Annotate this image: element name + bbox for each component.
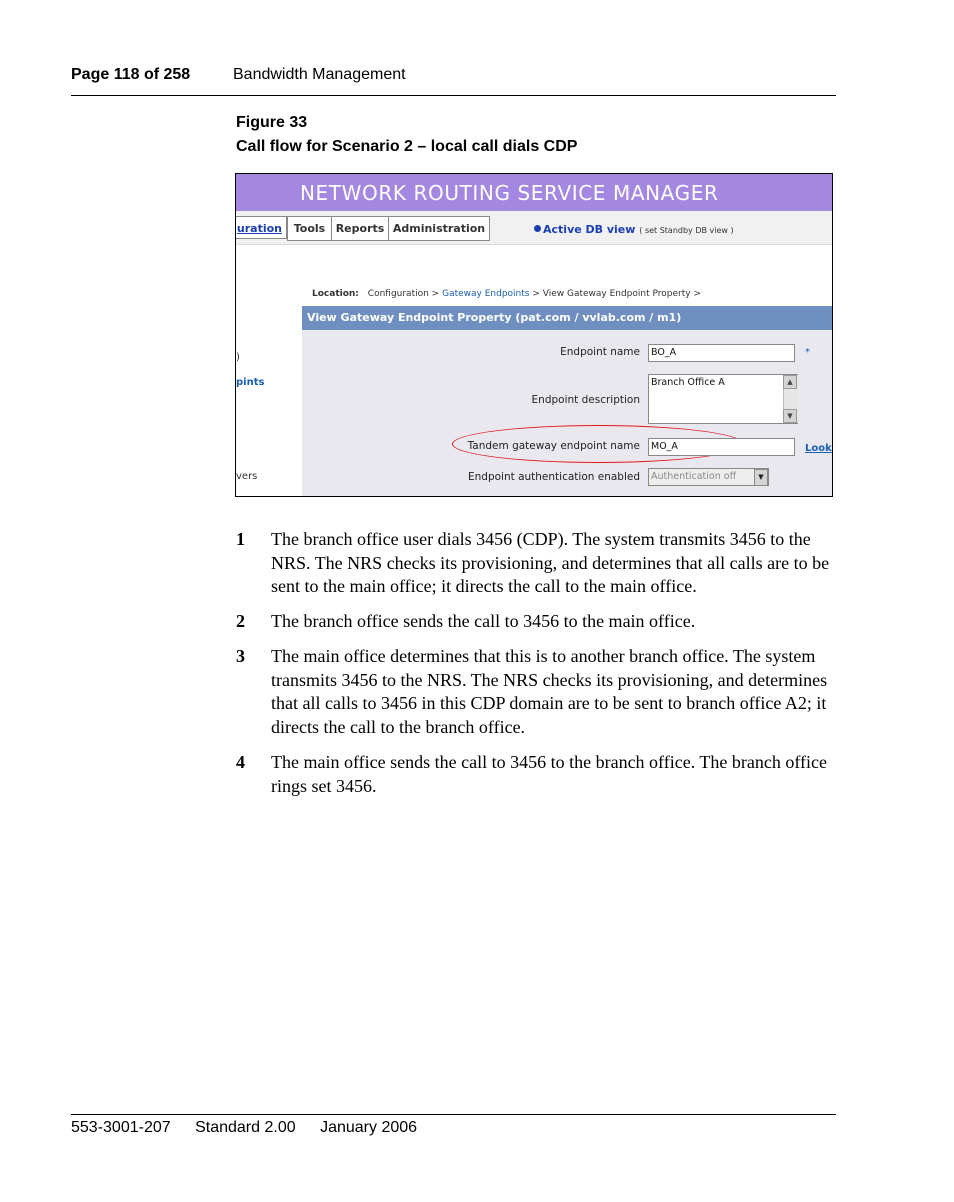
app-banner	[236, 174, 832, 211]
active-db-view-link[interactable]: Active DB view	[543, 223, 636, 236]
breadcrumb-label: Location:	[312, 289, 359, 299]
step-text: The branch office user dials 3456 (CDP). The system transmits 3456 to the NRS. The NRS checks its provisioning, and determines that all calls are to be sent to the main office; it directs the call to the main office.	[271, 529, 830, 596]
step-text: The main office determines that this is to another branch office. The system transmits 3456 to the NRS. The NRS checks its provisioning, and determines that all calls to 3456 in this CDP domain are to be sent to branch office A2; it directs the call to the branch office.	[271, 646, 828, 737]
figure-number: Figure 33	[236, 114, 308, 131]
header-rule	[71, 95, 836, 96]
chevron-down-icon[interactable]: ▼	[754, 469, 768, 486]
breadcrumb-gateway-endpoints[interactable]: Gateway Endpoints	[442, 289, 530, 299]
step-text: The main office sends the call to 3456 to the branch office. The branch office rings set 3456.	[271, 752, 827, 796]
figure-caption: Call flow for Scenario 2 – local call dials CDP	[236, 138, 578, 155]
standby-db-view-link[interactable]: ( set Standby DB view )	[639, 226, 734, 235]
endpoint-description-field[interactable]	[648, 374, 798, 424]
left-nav-servers[interactable]: vers	[236, 471, 258, 482]
look-up-link[interactable]: Look	[805, 443, 832, 454]
tab-reports[interactable]: Reports	[331, 216, 389, 241]
scroll-down-icon[interactable]: ▼	[783, 409, 797, 423]
step-text: The branch office sends the call to 3456 to the main office.	[271, 611, 696, 631]
page-footer	[71, 1119, 437, 1137]
active-dot-icon	[534, 225, 541, 232]
authentication-label: Endpoint authentication enabled	[468, 471, 640, 483]
tab-administration[interactable]: Administration	[388, 216, 490, 241]
app-title: NETWORK ROUTING SERVICE MANAGER	[300, 181, 719, 205]
db-view-indicator[interactable]	[534, 223, 734, 236]
property-panel	[302, 330, 832, 496]
tab-configuration[interactable]: uration	[236, 216, 287, 239]
breadcrumb	[312, 289, 701, 299]
step-number: 2	[236, 611, 245, 631]
document-date: January 2006	[320, 1119, 418, 1136]
document-number: 553-3001-207	[71, 1119, 171, 1136]
nrs-manager-screenshot	[235, 173, 833, 497]
endpoint-name-label: Endpoint name	[560, 346, 640, 358]
panel-title: View Gateway Endpoint Property (pat.com / vvlab.com / m1)	[302, 306, 832, 330]
scroll-up-icon[interactable]: ▲	[783, 375, 797, 389]
endpoint-description-label: Endpoint description	[531, 394, 640, 406]
document-standard: Standard 2.00	[195, 1119, 296, 1136]
endpoint-name-field[interactable]: BO_A	[648, 344, 795, 362]
page-number: Page 118 of 258	[71, 66, 191, 83]
breadcrumb-configuration: Configuration >	[367, 289, 440, 299]
step-number: 4	[236, 752, 245, 772]
tandem-gateway-field[interactable]: MO_A	[648, 438, 795, 456]
authentication-select[interactable]: Authentication off	[648, 468, 769, 486]
section-title: Bandwidth Management	[233, 66, 406, 83]
footer-rule	[71, 1114, 836, 1115]
page-header	[71, 66, 406, 84]
step-number: 3	[236, 646, 245, 666]
breadcrumb-current: > View Gateway Endpoint Property >	[532, 289, 701, 299]
required-marker: *	[805, 347, 810, 358]
tab-bar	[236, 211, 832, 245]
step-number: 1	[236, 529, 245, 549]
left-nav-endpoints[interactable]: pints	[236, 377, 265, 388]
tab-tools[interactable]: Tools	[287, 216, 332, 241]
endpoint-description-value: Branch Office A	[651, 377, 725, 388]
tandem-gateway-label: Tandem gateway endpoint name	[467, 440, 640, 452]
left-nav-fragment: )	[236, 352, 240, 363]
